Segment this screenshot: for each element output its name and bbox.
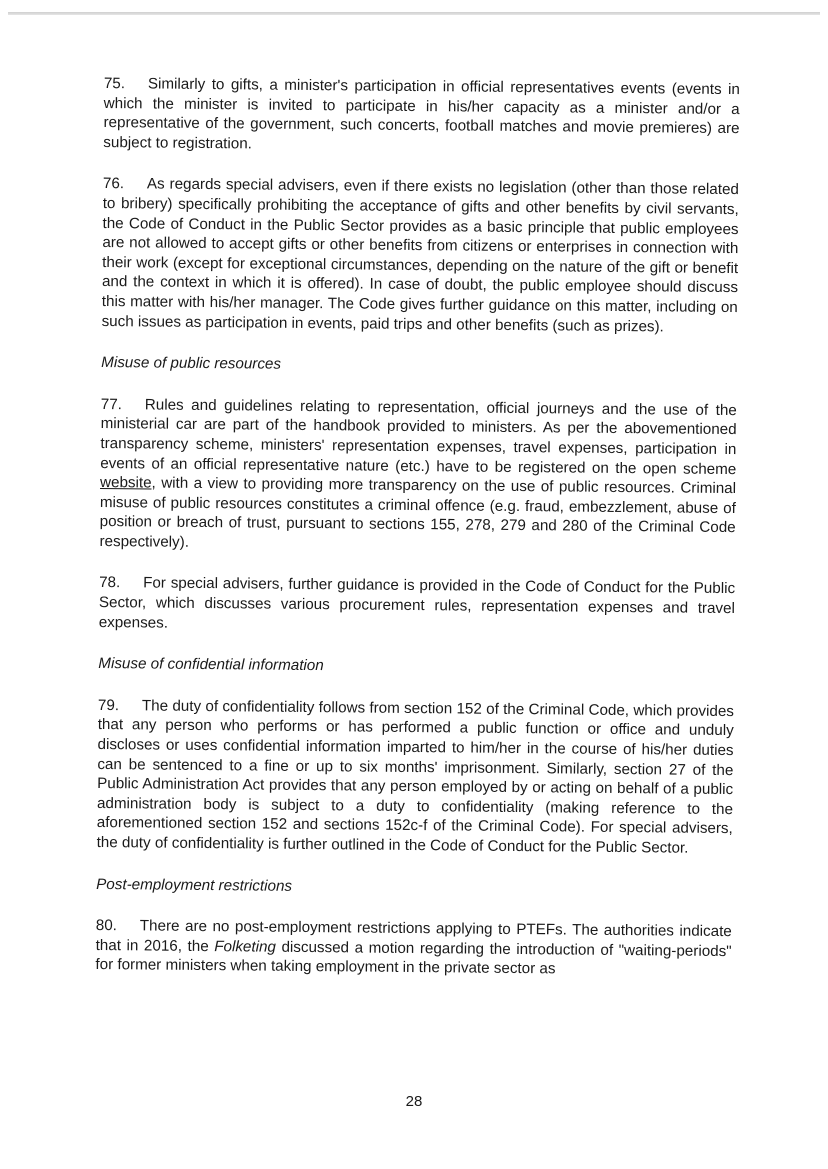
paragraph-number: 80. bbox=[95, 917, 118, 935]
paragraph-76 bbox=[102, 174, 739, 337]
folketing-term: Folketing bbox=[214, 937, 277, 956]
paragraph-number: 78. bbox=[99, 574, 121, 592]
paragraph-75 bbox=[103, 74, 740, 158]
paragraph-77 bbox=[99, 395, 736, 558]
section-heading-post-employment: Post-employment restrictions bbox=[96, 875, 293, 895]
website-link[interactable]: website bbox=[99, 474, 152, 492]
section-heading-misuse-resources: Misuse of public resources bbox=[101, 354, 282, 373]
paragraph-text: Similarly to gifts, a minister's participation in official representatives events (events in which the minister is invited to participate in his/her capacity as a minister and/or a representative of the government, such concerts, football matches and movie premieres) are subject to registration. bbox=[103, 75, 740, 153]
paragraph-text-after-link: , with a view to providing more transparency on the use of public resources. Criminal misuse of public resources constitutes a criminal offence (e.g. fraud, embezzlement, abuse of position or breach of trust, pursuant to sections 155, 278, 279 and 280 of the Criminal Code respectively). bbox=[99, 474, 737, 551]
paragraph-number: 76. bbox=[102, 175, 125, 193]
paragraph-text: For special advisers, further guidance is provided in the Code of Conduct for the Public Sector, which discusses various procurement rules, representation expenses and travel expenses. bbox=[98, 574, 736, 632]
paragraph-78 bbox=[99, 573, 736, 638]
paragraph-text-after-italic: discussed a motion regarding the introduction of "waiting-periods" for former ministers when taking employment in the private sector as bbox=[95, 938, 732, 978]
paragraph-79 bbox=[97, 696, 734, 859]
page-number: 28 bbox=[405, 1093, 423, 1110]
document-body bbox=[95, 74, 740, 1003]
paragraph-number: 75. bbox=[103, 74, 126, 93]
paragraph-number: 79. bbox=[97, 696, 120, 715]
section-heading-misuse-info: Misuse of confidential information bbox=[98, 655, 324, 675]
paragraph-text-before-link: Rules and guidelines relating to representation, official journeys and the use of the ministerial car are part of the handbook provided to ministers. As per the abovementioned transparency scheme, ministers' representation expenses, travel expenses, participation in events of an official representative nature (etc.) have to be registered on the open scheme bbox=[100, 396, 737, 478]
paragraph-text: As regards special advisers, even if there exists no legislation (other than those related to bribery) specifically prohibiting the acceptance of gifts and other benefits by civil servants, the Code of Conduct in the Public Sector provides as a basic principle that public employees are not allowed to accept gifts or other benefits from citizens or enterprises in connection with their work (except for exceptional circumstances, depending on the nature of the gift or benefit and the context in which it is offered). In case of doubt, the public employee should discuss this matter with his/her manager. The Code gives further guidance on this matter, including on such issues as participation in events, paid trips and other benefits (such as prizes). bbox=[101, 175, 739, 335]
paragraph-text-before-italic: There are no post-employment restrictions applying to PTEFs. The authorities indicate that in 2016, the bbox=[95, 917, 732, 955]
paragraph-80 bbox=[95, 916, 732, 981]
paragraph-number: 77. bbox=[100, 395, 123, 413]
paragraph-text: The duty of confidentiality follows from section 152 of the Criminal Code, which provides that any person who performs or has performed a public function or office and unduly discloses or uses confidential information imparted to him/her in the course of his/her duties can be sentenced to a fine or up to six months' imprisonment. Similarly, section 27 of the Public Administration Act provides that any person employed by or acting on behalf of a public administration body is subject to a duty to confidentiality (making reference to the aforementioned section 152 and sections 152c-f of the Criminal Code). For special advisers, the duty of confidentiality is further outlined in the Code of Conduct for the Public Sector. bbox=[96, 697, 734, 857]
top-scan-rule bbox=[8, 12, 820, 15]
